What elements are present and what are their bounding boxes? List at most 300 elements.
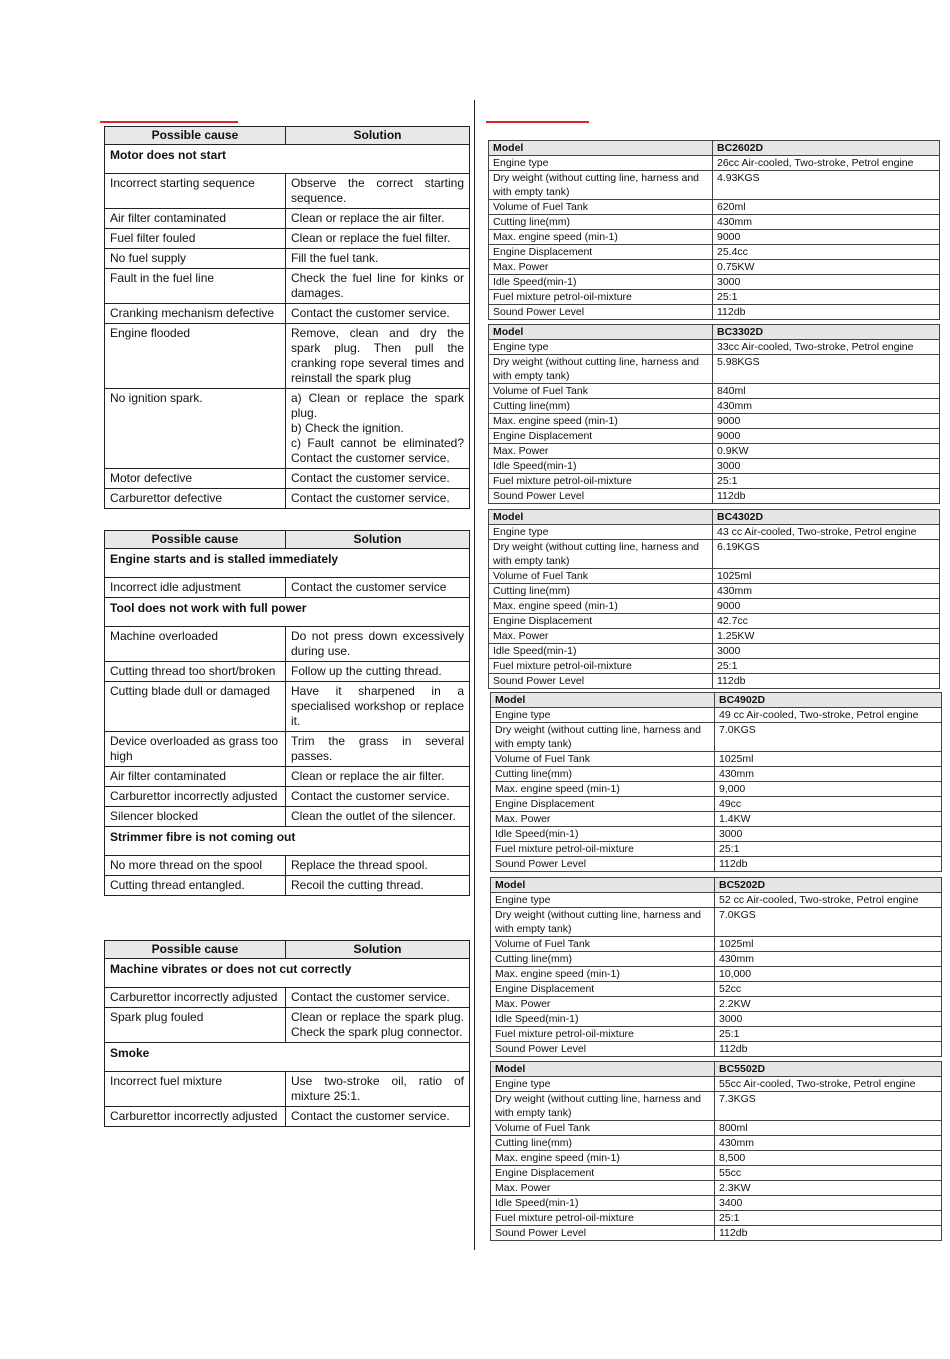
spec-model-row — [489, 325, 940, 340]
spec-label: Model — [489, 141, 713, 156]
spec-model-row — [491, 693, 942, 708]
spec-label: Max. Power — [491, 997, 715, 1012]
spec-row — [491, 1211, 942, 1226]
solution-cell: Check the fuel line for kinks or damages. — [286, 269, 470, 304]
spec-row — [491, 1092, 942, 1121]
section-title: Smoke — [105, 1043, 470, 1072]
spec-label: Cutting line(mm) — [491, 767, 715, 782]
spec-label: Engine type — [489, 156, 713, 171]
solution-cell: Contact the customer service. — [286, 469, 470, 489]
spec-row — [491, 1042, 942, 1057]
table-header-row — [105, 531, 470, 549]
spec-label: Idle Speed(min-1) — [489, 459, 713, 474]
spec-label: Engine type — [489, 525, 713, 540]
solution-cell: Clean or replace the spark plug. Check the spark plug connector. — [286, 1008, 470, 1043]
spec-value: 1.25KW — [713, 629, 940, 644]
section-row — [105, 549, 470, 578]
spec-label: Fuel mixture petrol-oil-mixture — [489, 659, 713, 674]
spec-value: 112db — [715, 857, 942, 872]
spec-label: Engine Displacement — [491, 1166, 715, 1181]
spec-value: 25:1 — [715, 1027, 942, 1042]
spec-label: Max. engine speed (min-1) — [489, 414, 713, 429]
spec-model-row — [491, 1062, 942, 1077]
spec-row — [491, 1077, 942, 1092]
spec-label: Sound Power Level — [489, 674, 713, 689]
section-row — [105, 1043, 470, 1072]
section-title: Engine starts and is stalled immediately — [105, 549, 470, 578]
solution-cell: Contact the customer service. — [286, 1107, 470, 1127]
spec-label: Max. engine speed (min-1) — [491, 782, 715, 797]
table-row — [105, 469, 470, 489]
spec-row — [491, 752, 942, 767]
spec-label: Model — [489, 325, 713, 340]
spec-value: BC5202D — [715, 878, 942, 893]
spec-row — [489, 674, 940, 689]
spec-value: 5.98KGS — [713, 355, 940, 384]
spec-label: Max. engine speed (min-1) — [491, 1151, 715, 1166]
spec-table — [490, 692, 942, 872]
table-row — [105, 489, 470, 509]
spec-label: Max. Power — [489, 629, 713, 644]
section-title: Motor does not start — [105, 145, 470, 174]
spec-value: 25:1 — [713, 659, 940, 674]
table-row — [105, 269, 470, 304]
spec-table — [488, 140, 940, 320]
table-row — [105, 229, 470, 249]
spec-row — [489, 584, 940, 599]
spec-label: Volume of Fuel Tank — [491, 752, 715, 767]
spec-table — [490, 877, 942, 1057]
spec-value: 112db — [713, 489, 940, 504]
table-row — [105, 662, 470, 682]
solution-cell: Observe the correct starting sequence. — [286, 174, 470, 209]
spec-row — [489, 275, 940, 290]
table-row — [105, 876, 470, 896]
spec-value: 7.3KGS — [715, 1092, 942, 1121]
spec-value: 3000 — [713, 644, 940, 659]
spec-value: 3000 — [713, 459, 940, 474]
spec-row — [489, 215, 940, 230]
spec-table — [488, 509, 940, 689]
spec-row — [491, 827, 942, 842]
spec-value: 3000 — [715, 1012, 942, 1027]
cause-cell: Fault in the fuel line — [105, 269, 286, 304]
cause-cell: Carburettor defective — [105, 489, 286, 509]
spec-row — [491, 1151, 942, 1166]
solution-cell: Contact the customer service. — [286, 988, 470, 1008]
cause-cell: No more thread on the spool — [105, 856, 286, 876]
cause-cell: Carburettor incorrectly adjusted — [105, 787, 286, 807]
spec-value: BC2602D — [713, 141, 940, 156]
spec-value: 840ml — [713, 384, 940, 399]
spec-value: 2.3KW — [715, 1181, 942, 1196]
spec-label: Dry weight (without cutting line, harness and with empty tank) — [491, 723, 715, 752]
spec-value: 9000 — [713, 414, 940, 429]
spec-row — [489, 230, 940, 245]
spec-row — [491, 1012, 942, 1027]
spec-label: Dry weight (without cutting line, harness and with empty tank) — [489, 355, 713, 384]
solution-header: Solution — [286, 531, 470, 549]
spec-row — [491, 1181, 942, 1196]
table-header-row — [105, 941, 470, 959]
spec-label: Engine Displacement — [491, 797, 715, 812]
section-title: Tool does not work with full power — [105, 598, 470, 627]
spec-value: 49cc — [715, 797, 942, 812]
spec-value: 26cc Air-cooled, Two-stroke, Petrol engine — [713, 156, 940, 171]
spec-label: Sound Power Level — [491, 1042, 715, 1057]
cause-cell: Cutting blade dull or damaged — [105, 682, 286, 732]
section-row — [105, 959, 470, 988]
table-row — [105, 767, 470, 787]
spec-row — [491, 797, 942, 812]
spec-row — [489, 305, 940, 320]
spec-label: Fuel mixture petrol-oil-mixture — [491, 842, 715, 857]
solution-cell: Clean or replace the air filter. — [286, 767, 470, 787]
table-row — [105, 807, 470, 827]
spec-label: Max. engine speed (min-1) — [489, 599, 713, 614]
spec-value: 52 cc Air-cooled, Two-stroke, Petrol engine — [715, 893, 942, 908]
spec-label: Dry weight (without cutting line, harness and with empty tank) — [489, 171, 713, 200]
spec-value: 1025ml — [715, 937, 942, 952]
solution-cell: Trim the grass in several passes. — [286, 732, 470, 767]
cause-cell: Motor defective — [105, 469, 286, 489]
table-row — [105, 1072, 470, 1107]
spec-label: Engine type — [491, 1077, 715, 1092]
spec-row — [489, 429, 940, 444]
cause-cell: Spark plug fouled — [105, 1008, 286, 1043]
spec-value: 430mm — [713, 584, 940, 599]
spec-label: Max. Power — [489, 444, 713, 459]
solution-header: Solution — [286, 127, 470, 145]
spec-value: BC4902D — [715, 693, 942, 708]
spec-value: 9000 — [713, 230, 940, 245]
spec-label: Dry weight (without cutting line, harness and with empty tank) — [491, 1092, 715, 1121]
spec-row — [489, 525, 940, 540]
solution-cell: Clean or replace the air filter. — [286, 209, 470, 229]
solution-cell: Clean or replace the fuel filter. — [286, 229, 470, 249]
spec-value: 1025ml — [713, 569, 940, 584]
spec-value: 42.7cc — [713, 614, 940, 629]
solution-cell: Have it sharpened in a specialised workshop or replace it. — [286, 682, 470, 732]
spec-value: 3000 — [715, 827, 942, 842]
spec-row — [489, 340, 940, 355]
cause-cell: Silencer blocked — [105, 807, 286, 827]
spec-label: Fuel mixture petrol-oil-mixture — [491, 1027, 715, 1042]
spec-value: 25.4cc — [713, 245, 940, 260]
spec-label: Dry weight (without cutting line, harness and with empty tank) — [491, 908, 715, 937]
spec-label: Model — [491, 878, 715, 893]
column-divider — [474, 100, 475, 1250]
spec-row — [489, 200, 940, 215]
spec-value: 3400 — [715, 1196, 942, 1211]
table-row — [105, 209, 470, 229]
section-row — [105, 827, 470, 856]
spec-value: BC5502D — [715, 1062, 942, 1077]
spec-label: Fuel mixture petrol-oil-mixture — [491, 1211, 715, 1226]
solution-cell: Contact the customer service. — [286, 304, 470, 324]
spec-row — [489, 459, 940, 474]
possible-cause-header: Possible cause — [105, 531, 286, 549]
spec-label: Cutting line(mm) — [491, 952, 715, 967]
cause-cell: No ignition spark. — [105, 389, 286, 469]
spec-row — [491, 812, 942, 827]
spec-value: 3000 — [713, 275, 940, 290]
spec-label: Engine type — [489, 340, 713, 355]
cause-cell: Device overloaded as grass too high — [105, 732, 286, 767]
cause-cell: Machine overloaded — [105, 627, 286, 662]
solution-cell: Recoil the cutting thread. — [286, 876, 470, 896]
spec-value: 7.0KGS — [715, 723, 942, 752]
spec-label: Engine Displacement — [489, 429, 713, 444]
spec-row — [489, 444, 940, 459]
spec-row — [491, 708, 942, 723]
spec-value: 430mm — [715, 952, 942, 967]
spec-value: 430mm — [715, 1136, 942, 1151]
spec-value: 25:1 — [713, 474, 940, 489]
table-row — [105, 627, 470, 662]
spec-label: Max. engine speed (min-1) — [491, 967, 715, 982]
spec-row — [491, 967, 942, 982]
table-row — [105, 249, 470, 269]
spec-label: Max. Power — [491, 1181, 715, 1196]
spec-value: 9,000 — [715, 782, 942, 797]
table-row — [105, 1008, 470, 1043]
spec-value: 55cc — [715, 1166, 942, 1181]
spec-row — [489, 260, 940, 275]
table-row — [105, 389, 470, 469]
spec-value: 10,000 — [715, 967, 942, 982]
spec-value: 55cc Air-cooled, Two-stroke, Petrol engine — [715, 1077, 942, 1092]
table-row — [105, 856, 470, 876]
solution-header: Solution — [286, 941, 470, 959]
spec-value: 112db — [715, 1042, 942, 1057]
cause-cell: Cranking mechanism defective — [105, 304, 286, 324]
spec-label: Dry weight (without cutting line, harness and with empty tank) — [489, 540, 713, 569]
solution-cell: Replace the thread spool. — [286, 856, 470, 876]
spec-row — [489, 384, 940, 399]
spec-label: Max. engine speed (min-1) — [489, 230, 713, 245]
spec-label: Model — [491, 1062, 715, 1077]
solution-cell: Contact the customer service. — [286, 787, 470, 807]
spec-label: Engine type — [491, 708, 715, 723]
section-title: Strimmer fibre is not coming out — [105, 827, 470, 856]
spec-row — [491, 1121, 942, 1136]
spec-label: Sound Power Level — [489, 489, 713, 504]
spec-label: Engine Displacement — [489, 614, 713, 629]
possible-cause-header: Possible cause — [105, 941, 286, 959]
spec-label: Model — [489, 510, 713, 525]
spec-label: Idle Speed(min-1) — [489, 275, 713, 290]
spec-row — [489, 399, 940, 414]
spec-label: Max. Power — [491, 812, 715, 827]
solution-cell: Fill the fuel tank. — [286, 249, 470, 269]
spec-value: 9000 — [713, 429, 940, 444]
spec-label: Engine Displacement — [491, 982, 715, 997]
spec-model-row — [491, 878, 942, 893]
spec-row — [491, 893, 942, 908]
cause-cell: Carburettor incorrectly adjusted — [105, 1107, 286, 1127]
spec-label: Idle Speed(min-1) — [491, 827, 715, 842]
spec-row — [489, 245, 940, 260]
spec-value: 430mm — [713, 399, 940, 414]
cause-cell: Air filter contaminated — [105, 209, 286, 229]
spec-value: 1.4KW — [715, 812, 942, 827]
spec-value: 2.2KW — [715, 997, 942, 1012]
spec-row — [489, 489, 940, 504]
spec-label: Cutting line(mm) — [489, 399, 713, 414]
solution-cell: Follow up the cutting thread. — [286, 662, 470, 682]
spec-value: 25:1 — [715, 1211, 942, 1226]
spec-row — [491, 1196, 942, 1211]
spec-value: 112db — [713, 674, 940, 689]
solution-cell: Contact the customer service. — [286, 489, 470, 509]
spec-value: 25:1 — [715, 842, 942, 857]
solution-cell: Clean the outlet of the silencer. — [286, 807, 470, 827]
spec-value: 112db — [715, 1226, 942, 1241]
table-row — [105, 174, 470, 209]
spec-row — [491, 723, 942, 752]
solution-cell: a) Clean or replace the spark plug. b) Check the ignition. c) Fault cannot be eliminated? Contact the customer service. — [286, 389, 470, 469]
spec-row — [489, 156, 940, 171]
spec-label: Engine type — [491, 893, 715, 908]
left-heading-underline — [100, 121, 238, 123]
spec-table — [488, 324, 940, 504]
troubleshooting-table — [104, 940, 470, 1127]
solution-cell: Contact the customer service — [286, 578, 470, 598]
spec-value: 1025ml — [715, 752, 942, 767]
section-row — [105, 145, 470, 174]
cause-cell: Carburettor incorrectly adjusted — [105, 988, 286, 1008]
spec-table — [490, 1061, 942, 1241]
table-row — [105, 732, 470, 767]
spec-label: Sound Power Level — [491, 1226, 715, 1241]
spec-value: 800ml — [715, 1121, 942, 1136]
spec-value: 0.75KW — [713, 260, 940, 275]
possible-cause-header: Possible cause — [105, 127, 286, 145]
cause-cell: Air filter contaminated — [105, 767, 286, 787]
spec-label: Fuel mixture petrol-oil-mixture — [489, 290, 713, 305]
troubleshooting-table — [104, 126, 470, 509]
spec-row — [491, 842, 942, 857]
spec-row — [491, 1226, 942, 1241]
cause-cell: Incorrect idle adjustment — [105, 578, 286, 598]
spec-row — [491, 857, 942, 872]
spec-label: Fuel mixture petrol-oil-mixture — [489, 474, 713, 489]
table-row — [105, 988, 470, 1008]
spec-row — [489, 644, 940, 659]
table-row — [105, 324, 470, 389]
spec-row — [491, 997, 942, 1012]
table-row — [105, 1107, 470, 1127]
spec-value: 33cc Air-cooled, Two-stroke, Petrol engine — [713, 340, 940, 355]
cause-cell: Engine flooded — [105, 324, 286, 389]
spec-row — [491, 767, 942, 782]
spec-value: BC3302D — [713, 325, 940, 340]
spec-value: 620ml — [713, 200, 940, 215]
spec-label: Sound Power Level — [489, 305, 713, 320]
spec-label: Volume of Fuel Tank — [491, 1121, 715, 1136]
spec-label: Max. Power — [489, 260, 713, 275]
spec-label: Idle Speed(min-1) — [489, 644, 713, 659]
troubleshooting-table — [104, 530, 470, 896]
cause-cell: Incorrect starting sequence — [105, 174, 286, 209]
cause-cell: No fuel supply — [105, 249, 286, 269]
spec-row — [491, 982, 942, 997]
spec-value: 9000 — [713, 599, 940, 614]
spec-label: Engine Displacement — [489, 245, 713, 260]
spec-row — [489, 599, 940, 614]
spec-model-row — [489, 510, 940, 525]
table-row — [105, 578, 470, 598]
spec-label: Volume of Fuel Tank — [489, 200, 713, 215]
spec-label: Volume of Fuel Tank — [491, 937, 715, 952]
spec-value: BC4302D — [713, 510, 940, 525]
spec-value: 43 cc Air-cooled, Two-stroke, Petrol engine — [713, 525, 940, 540]
table-row — [105, 787, 470, 807]
spec-row — [491, 1027, 942, 1042]
cause-cell: Fuel filter fouled — [105, 229, 286, 249]
solution-cell: Do not press down excessively during use. — [286, 627, 470, 662]
spec-row — [489, 629, 940, 644]
spec-value: 112db — [713, 305, 940, 320]
spec-value: 430mm — [715, 767, 942, 782]
spec-row — [491, 1136, 942, 1151]
solution-cell: Use two-stroke oil, ratio of mixture 25:1. — [286, 1072, 470, 1107]
spec-label: Sound Power Level — [491, 857, 715, 872]
spec-row — [489, 414, 940, 429]
spec-row — [491, 937, 942, 952]
cause-cell: Cutting thread entangled. — [105, 876, 286, 896]
spec-row — [489, 171, 940, 200]
spec-row — [491, 908, 942, 937]
cause-cell: Cutting thread too short/broken — [105, 662, 286, 682]
spec-row — [489, 474, 940, 489]
spec-label: Idle Speed(min-1) — [491, 1012, 715, 1027]
spec-row — [489, 540, 940, 569]
spec-value: 52cc — [715, 982, 942, 997]
spec-label: Model — [491, 693, 715, 708]
spec-value: 7.0KGS — [715, 908, 942, 937]
section-row — [105, 598, 470, 627]
spec-value: 25:1 — [713, 290, 940, 305]
spec-label: Cutting line(mm) — [491, 1136, 715, 1151]
table-row — [105, 682, 470, 732]
spec-label: Volume of Fuel Tank — [489, 569, 713, 584]
spec-row — [489, 569, 940, 584]
spec-label: Cutting line(mm) — [489, 215, 713, 230]
spec-row — [491, 952, 942, 967]
spec-row — [491, 1166, 942, 1181]
section-title: Machine vibrates or does not cut correctly — [105, 959, 470, 988]
cause-cell: Incorrect fuel mixture — [105, 1072, 286, 1107]
spec-row — [489, 290, 940, 305]
spec-value: 430mm — [713, 215, 940, 230]
right-heading-underline — [486, 121, 589, 123]
spec-row — [491, 782, 942, 797]
spec-label: Idle Speed(min-1) — [491, 1196, 715, 1211]
table-header-row — [105, 127, 470, 145]
spec-label: Cutting line(mm) — [489, 584, 713, 599]
spec-value: 8,500 — [715, 1151, 942, 1166]
spec-model-row — [489, 141, 940, 156]
spec-value: 4.93KGS — [713, 171, 940, 200]
spec-value: 0.9KW — [713, 444, 940, 459]
table-row — [105, 304, 470, 324]
solution-cell: Remove, clean and dry the spark plug. Then pull the cranking rope several times and reinstall the spark plug — [286, 324, 470, 389]
spec-label: Volume of Fuel Tank — [489, 384, 713, 399]
spec-value: 6.19KGS — [713, 540, 940, 569]
spec-value: 49 cc Air-cooled, Two-stroke, Petrol engine — [715, 708, 942, 723]
